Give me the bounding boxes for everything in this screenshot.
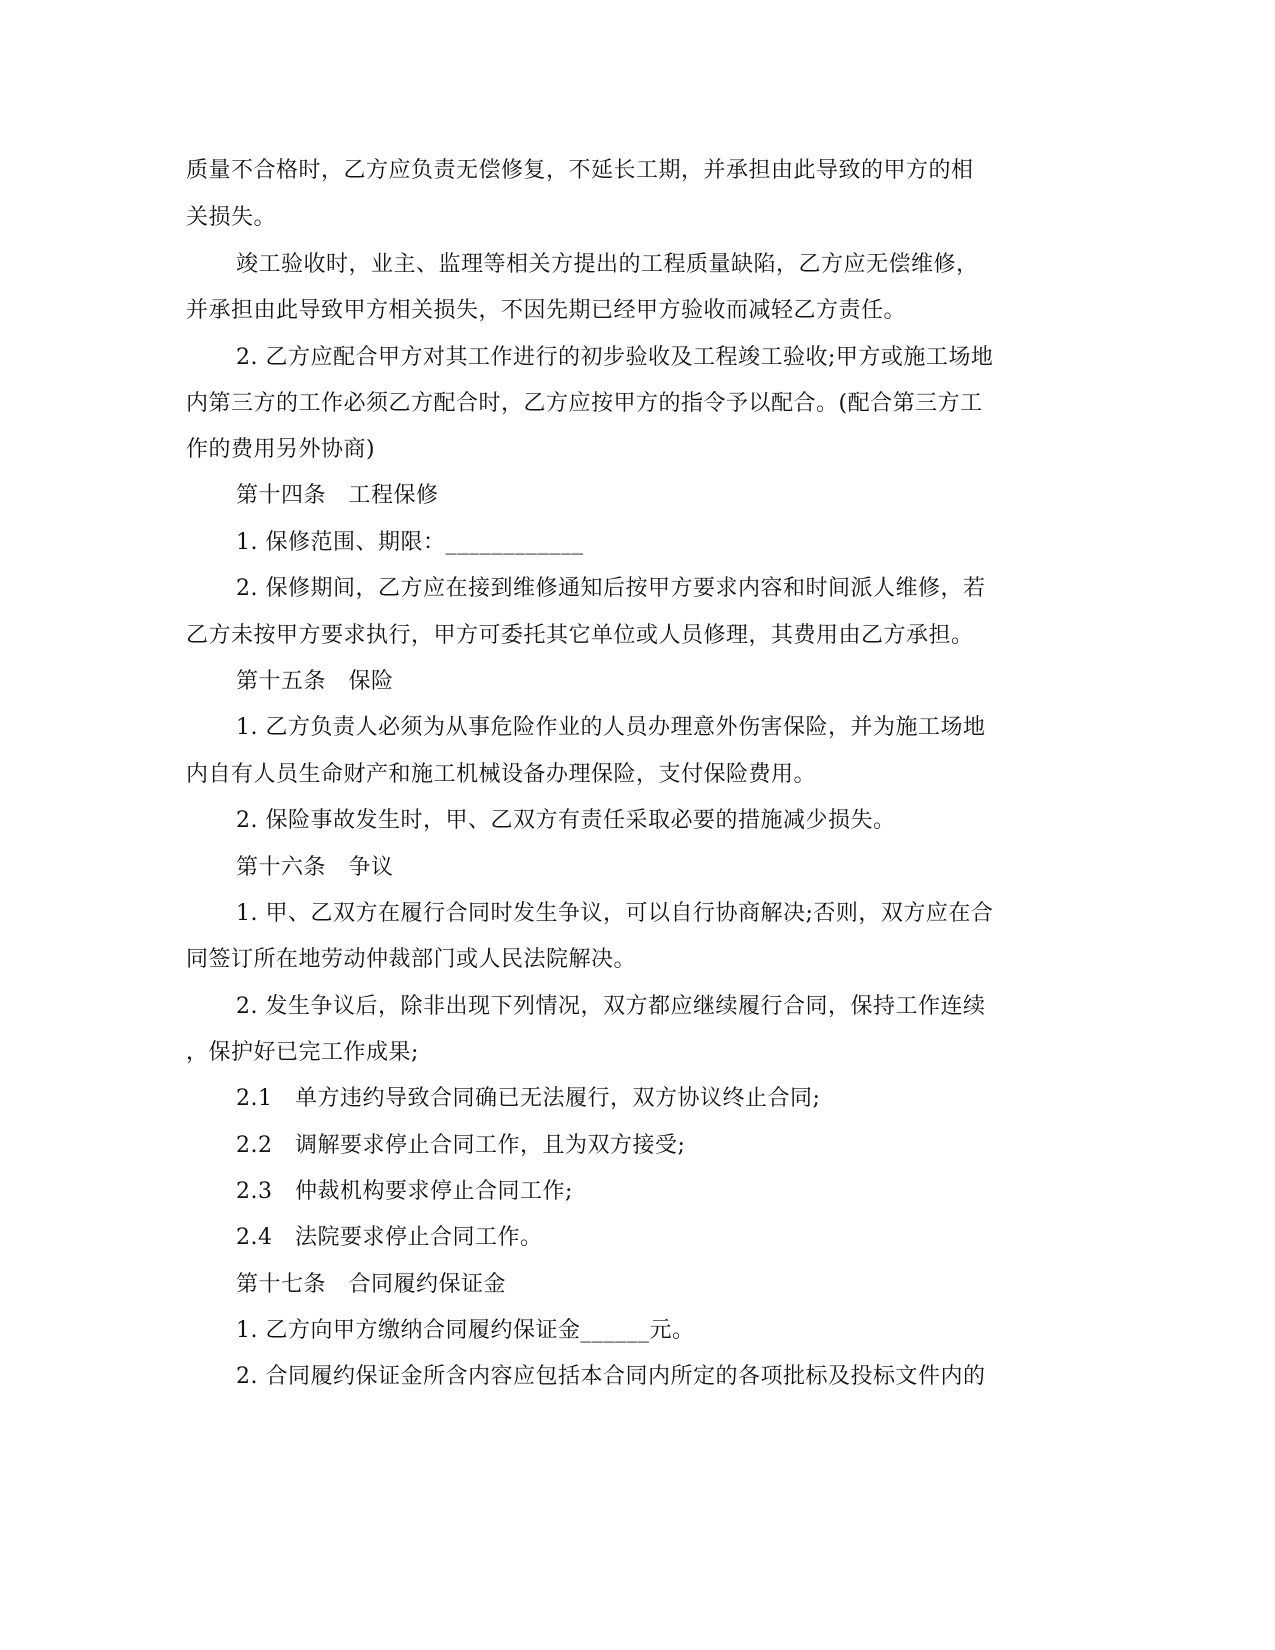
text-line: 作的费用另外协商) (186, 437, 376, 462)
text-line: ，保护好已完工作成果; (186, 1040, 419, 1065)
text-line: 乙方未按甲方要求执行，甲方可委托其它单位或人员修理，其费用由乙方承担。 (186, 623, 974, 648)
text-line: 2.1 单方违约导致合同确已无法履行，双方协议终止合同; (236, 1086, 821, 1111)
text-line: 并承担由此导致甲方相关损失，不因先期已经甲方验收而减轻乙方责任。 (186, 298, 907, 323)
text-line: 2.3 仲裁机构要求停止合同工作; (236, 1179, 573, 1204)
text-line: 2. 合同履约保证金所含内容应包括本合同内所定的各项批标及投标文件内的 (236, 1364, 986, 1389)
text-line: 1. 乙方向甲方缴纳合同履约保证金______元。 (236, 1318, 695, 1343)
section-heading: 第十四条 工程保修 (236, 483, 439, 508)
section-heading: 第十七条 合同履约保证金 (236, 1272, 507, 1297)
text-line: 2. 保修期间，乙方应在接到维修通知后按甲方要求内容和时间派人维修，若 (236, 576, 986, 601)
text-line: 1. 乙方负责人必须为从事危险作业的人员办理意外伤害保险，并为施工场地 (236, 715, 986, 740)
text-line: 内第三方的工作必须乙方配合时，乙方应按甲方的指令予以配合。(配合第三方工 (186, 391, 983, 416)
section-heading: 第十六条 争议 (236, 855, 394, 880)
section-heading: 第十五条 保险 (236, 669, 394, 694)
text-line: 1. 保修范围、期限：____________ (236, 530, 584, 555)
text-line: 2. 发生争议后，除非出现下列情况，双方都应继续履行合同，保持工作连续 (236, 994, 986, 1019)
text-line: 2.2 调解要求停止合同工作，且为双方接受; (236, 1133, 686, 1158)
text-line: 质量不合格时，乙方应负责无偿修复，不延长工期，并承担由此导致的甲方的相 (186, 158, 974, 183)
text-line: 竣工验收时，业主、监理等相关方提出的工程质量缺陷，乙方应无偿维修， (236, 252, 979, 277)
text-line: 同签订所在地劳动仲裁部门或人民法院解决。 (186, 947, 637, 972)
text-line: 2. 乙方应配合甲方对其工作进行的初步验收及工程竣工验收;甲方或施工场地 (236, 345, 994, 370)
text-line: 1. 甲、乙双方在履行合同时发生争议，可以自行协商解决;否则，双方应在合 (236, 901, 994, 926)
text-line: 关损失。 (186, 205, 277, 230)
text-line: 2.4 法院要求停止合同工作。 (236, 1225, 543, 1250)
text-line: 内自有人员生命财产和施工机械设备办理保险，支付保险费用。 (186, 762, 817, 787)
text-line: 2. 保险事故发生时，甲、乙双方有责任采取必要的措施减少损失。 (236, 808, 896, 833)
